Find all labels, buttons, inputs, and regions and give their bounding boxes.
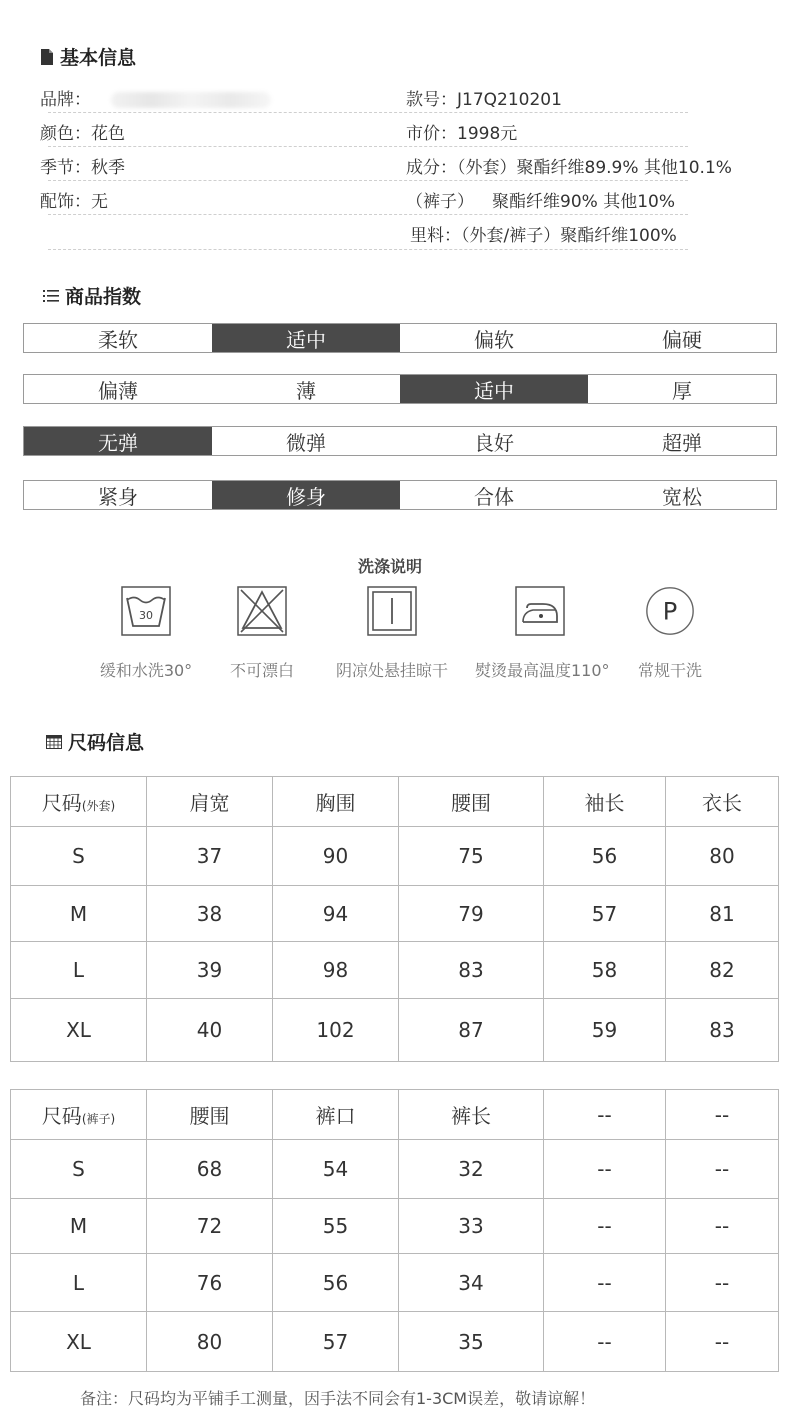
table-cell: --: [544, 1199, 666, 1254]
divider: [48, 112, 688, 113]
table-row: [11, 999, 779, 1062]
table-cell: 75: [399, 827, 544, 886]
softness-index: [23, 323, 777, 353]
style-number-row: 款号：J17Q210201: [406, 90, 562, 110]
iron-icon: [515, 586, 565, 636]
market-price-row: 市价：1998元: [406, 124, 518, 144]
table-cell: 94: [273, 886, 399, 942]
table-cell: 33: [399, 1199, 544, 1254]
table-row: [11, 1254, 779, 1312]
table-cell: XL: [11, 1312, 147, 1372]
index-option: 宽松: [662, 484, 702, 509]
table-cell: 40: [147, 999, 273, 1062]
season-row: 季节：秋季: [40, 158, 125, 178]
table-cell: 56: [544, 827, 666, 886]
index-option: 柔软: [98, 327, 138, 352]
column-header: 腰围: [399, 777, 544, 827]
index-option: 修身: [212, 481, 400, 509]
divider: [48, 249, 688, 250]
index-option: 无弹: [24, 427, 212, 455]
table-cell: 57: [544, 886, 666, 942]
index-option: 偏硬: [662, 327, 702, 352]
index-option: 适中: [212, 324, 400, 352]
table-cell: 80: [666, 827, 779, 886]
table-row: [11, 1312, 779, 1372]
size-note: 备注：尺码均为平铺手工测量，因手法不同会有1-3CM误差，敬请谅解！: [80, 1389, 596, 1408]
size-header-cell: 尺码(裤子): [11, 1090, 147, 1140]
brand-row: 品牌：: [40, 85, 271, 110]
thickness-index: [23, 374, 777, 404]
table-row: [11, 942, 779, 999]
care-label: 熨烫最高温度110°: [475, 661, 610, 680]
table-cell: --: [666, 1254, 779, 1312]
table-cell: 90: [273, 827, 399, 886]
divider: [48, 180, 688, 181]
no-bleach-icon: [237, 586, 287, 636]
table-cell: L: [11, 1254, 147, 1312]
care-item-wash: [81, 586, 211, 681]
column-header: 袖长: [544, 777, 666, 827]
size-info-title: 尺码信息: [68, 732, 145, 754]
table-cell: 72: [147, 1199, 273, 1254]
document-icon: [40, 49, 54, 65]
table-cell: L: [11, 942, 147, 999]
table-cell: 37: [147, 827, 273, 886]
table-cell: 81: [666, 886, 779, 942]
table-cell: 87: [399, 999, 544, 1062]
table-cell: --: [666, 1140, 779, 1199]
table-cell: S: [11, 827, 147, 886]
size-info-heading: [46, 728, 144, 755]
table-cell: 79: [399, 886, 544, 942]
divider: [48, 146, 688, 147]
column-header: 裤口: [273, 1090, 399, 1140]
table-cell: 98: [273, 942, 399, 999]
index-option: 厚: [672, 378, 692, 403]
table-cell: 82: [666, 942, 779, 999]
table-cell: M: [11, 886, 147, 942]
table-cell: 58: [544, 942, 666, 999]
table-cell: --: [666, 1312, 779, 1372]
basic-info-heading: [40, 43, 136, 70]
care-item-bleach: [197, 586, 327, 681]
table-row: [11, 1199, 779, 1254]
table-row: [11, 827, 779, 886]
pants-composition-row: （裤子） 聚酯纤维90% 其他10%: [406, 192, 675, 212]
svg-text:30: 30: [139, 609, 153, 622]
table-cell: --: [544, 1140, 666, 1199]
basic-info-title: 基本信息: [60, 47, 137, 69]
table-cell: S: [11, 1140, 147, 1199]
accessory-row: 配饰：无: [40, 192, 108, 212]
fit-index: [23, 480, 777, 510]
table-cell: 59: [544, 999, 666, 1062]
care-label: 阴凉处悬挂晾干: [335, 661, 448, 680]
table-cell: 34: [399, 1254, 544, 1312]
color-row: 颜色：花色: [40, 124, 125, 144]
dry-clean-icon: [645, 586, 695, 636]
column-header: 裤长: [399, 1090, 544, 1140]
table-cell: --: [544, 1312, 666, 1372]
table-cell: M: [11, 1199, 147, 1254]
table-cell: 68: [147, 1140, 273, 1199]
care-label: 不可漂白: [229, 661, 294, 680]
table-cell: --: [544, 1254, 666, 1312]
jacket-size-table: [10, 776, 779, 1062]
table-cell: 35: [399, 1312, 544, 1372]
column-header: --: [666, 1090, 779, 1140]
care-item-dry-clean: [605, 586, 735, 681]
composition-row: 成分：（外套）聚酯纤维89.9% 其他10.1%: [406, 158, 732, 178]
care-item-iron: [475, 586, 610, 681]
table-cell: 57: [273, 1312, 399, 1372]
brand-blurred: [111, 92, 271, 108]
column-header: 衣长: [666, 777, 779, 827]
column-header: --: [544, 1090, 666, 1140]
pants-size-table: [10, 1089, 779, 1372]
size-header-cell: 尺码(外套): [11, 777, 147, 827]
svg-text:P: P: [662, 597, 678, 626]
wash-30-icon: [121, 586, 171, 636]
column-header: 肩宽: [147, 777, 273, 827]
product-index-heading: [43, 282, 141, 309]
index-option: 紧身: [98, 484, 138, 509]
care-title: 洗涤说明: [357, 557, 422, 576]
table-cell: 32: [399, 1140, 544, 1199]
table-cell: 80: [147, 1312, 273, 1372]
list-icon: [43, 289, 59, 302]
table-row: [11, 1140, 779, 1199]
table-cell: 83: [399, 942, 544, 999]
table-cell: XL: [11, 999, 147, 1062]
table-cell: 39: [147, 942, 273, 999]
column-header: 胸围: [273, 777, 399, 827]
care-label: 缓和水洗30°: [99, 661, 193, 680]
index-option: 合体: [474, 484, 514, 509]
table-cell: 56: [273, 1254, 399, 1312]
index-option: 适中: [400, 375, 588, 403]
index-option: 偏薄: [98, 378, 138, 403]
line-dry-shade-icon: [367, 586, 417, 636]
table-cell: 55: [273, 1199, 399, 1254]
calendar-grid-icon: [46, 735, 62, 749]
table-cell: 83: [666, 999, 779, 1062]
column-header: 腰围: [147, 1090, 273, 1140]
index-option: 微弹: [286, 430, 326, 455]
table-cell: 54: [273, 1140, 399, 1199]
care-item-dry: [327, 586, 457, 681]
index-option: 薄: [296, 378, 316, 403]
product-index-title: 商品指数: [65, 286, 142, 308]
index-option: 偏软: [474, 327, 514, 352]
index-option: 超弹: [662, 430, 702, 455]
table-cell: 38: [147, 886, 273, 942]
index-option: 良好: [474, 430, 514, 455]
divider: [48, 214, 688, 215]
table-cell: 102: [273, 999, 399, 1062]
table-row: [11, 886, 779, 942]
table-cell: 76: [147, 1254, 273, 1312]
care-label: 常规干洗: [637, 661, 702, 680]
table-cell: --: [666, 1199, 779, 1254]
elasticity-index: [23, 426, 777, 456]
lining-row: 里料：（外套/裤子）聚酯纤维100%: [410, 226, 677, 246]
